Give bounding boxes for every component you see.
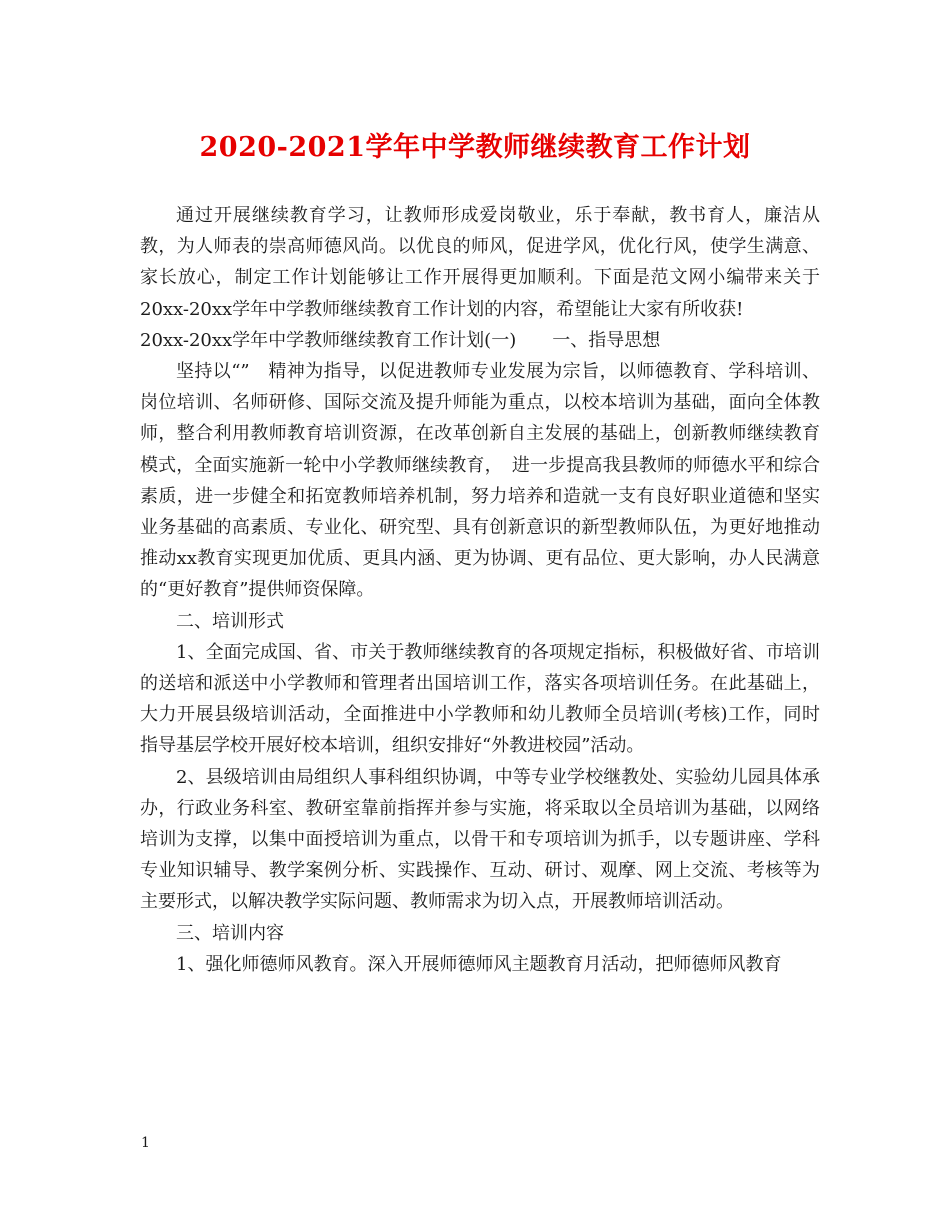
paragraph-training-content-1: 1、强化师德师风教育。深入开展师德师风主题教育月活动，把师德师风教育 (176, 953, 782, 975)
paragraph-plan-heading: 20xx-20xx学年中学教师继续教育工作计划(一) 一、指导思想 (140, 329, 661, 351)
paragraph-training-form-2: 2、县级培训由局组织人事科组织协调，中等专业学校继教处、实验幼儿园具体承办，行政业务科室、教研室靠前指挥并参与实施，将采取以全员培训为基础，以网络培训为支撑，以集中面授培训为重点，以骨干和专项培训为抓手，以专题讲座、学科专业知识辅导、教学案例分析、实践操作、互动、研讨、观摩、网上交流、考核等为主要形式，以解决教学实际问题、教师需求为切入点，开展教师培训活动。 (140, 766, 820, 913)
paragraph-guiding-ideology: 坚持以“” 精神为指导，以促进教师专业发展为宗旨，以师德教育、学科培训、岗位培训、名师研修、国际交流及提升师能为重点，以校本培训为基础，面向全体教师，整合利用教师教育培训资源，在改革创新自主发展的基础上，创新教师继续教育模式，全面实施新一轮中小学教师继续教育， 进一步提高我县教师的师德水平和综合素质，进一步健全和拓宽教师培养机制，努力培养和造就一支有良好职业道德和坚实业务基础的高素质、专业化、研究型、具有创新意识的新型教师队伍，为更好地推动推动xx教育实现更加优质、更具内涵、更为协调、更有品位、更大影响，办人民满意的“更好教育”提供师资保障。 (140, 361, 820, 601)
page-number: 1 (141, 1135, 150, 1151)
document-body (140, 200, 820, 980)
paragraph-intro: 通过开展继续教育学习，让教师形成爱岗敬业，乐于奉献，教书育人，廉洁从教，为人师表的崇高师德风尚。以优良的师风，促进学风，优化行风，使学生满意、家长放心，制定工作计划能够让工作开展得更加顺利。下面是范文网小编带来关于20xx-20xx学年中学教师继续教育工作计划的内容，希望能让大家有所收获! (140, 205, 820, 320)
section-heading-training-content: 三、培训内容 (176, 922, 284, 944)
document-title: 2020-2021学年中学教师继续教育工作计划 (199, 132, 751, 163)
paragraph-training-form-1: 1、全面完成国、省、市关于教师继续教育的各项规定指标，积极做好省、市培训的送培和派送中小学教师和管理者出国培训工作，落实各项培训任务。在此基础上，大力开展县级培训活动，全面推进中小学教师和幼儿教师全员培训(考核)工作，同时指导基层学校开展好校本培训，组织安排好“外教进校园”活动。 (140, 641, 820, 757)
section-heading-training-form: 二、培训形式 (176, 610, 284, 632)
